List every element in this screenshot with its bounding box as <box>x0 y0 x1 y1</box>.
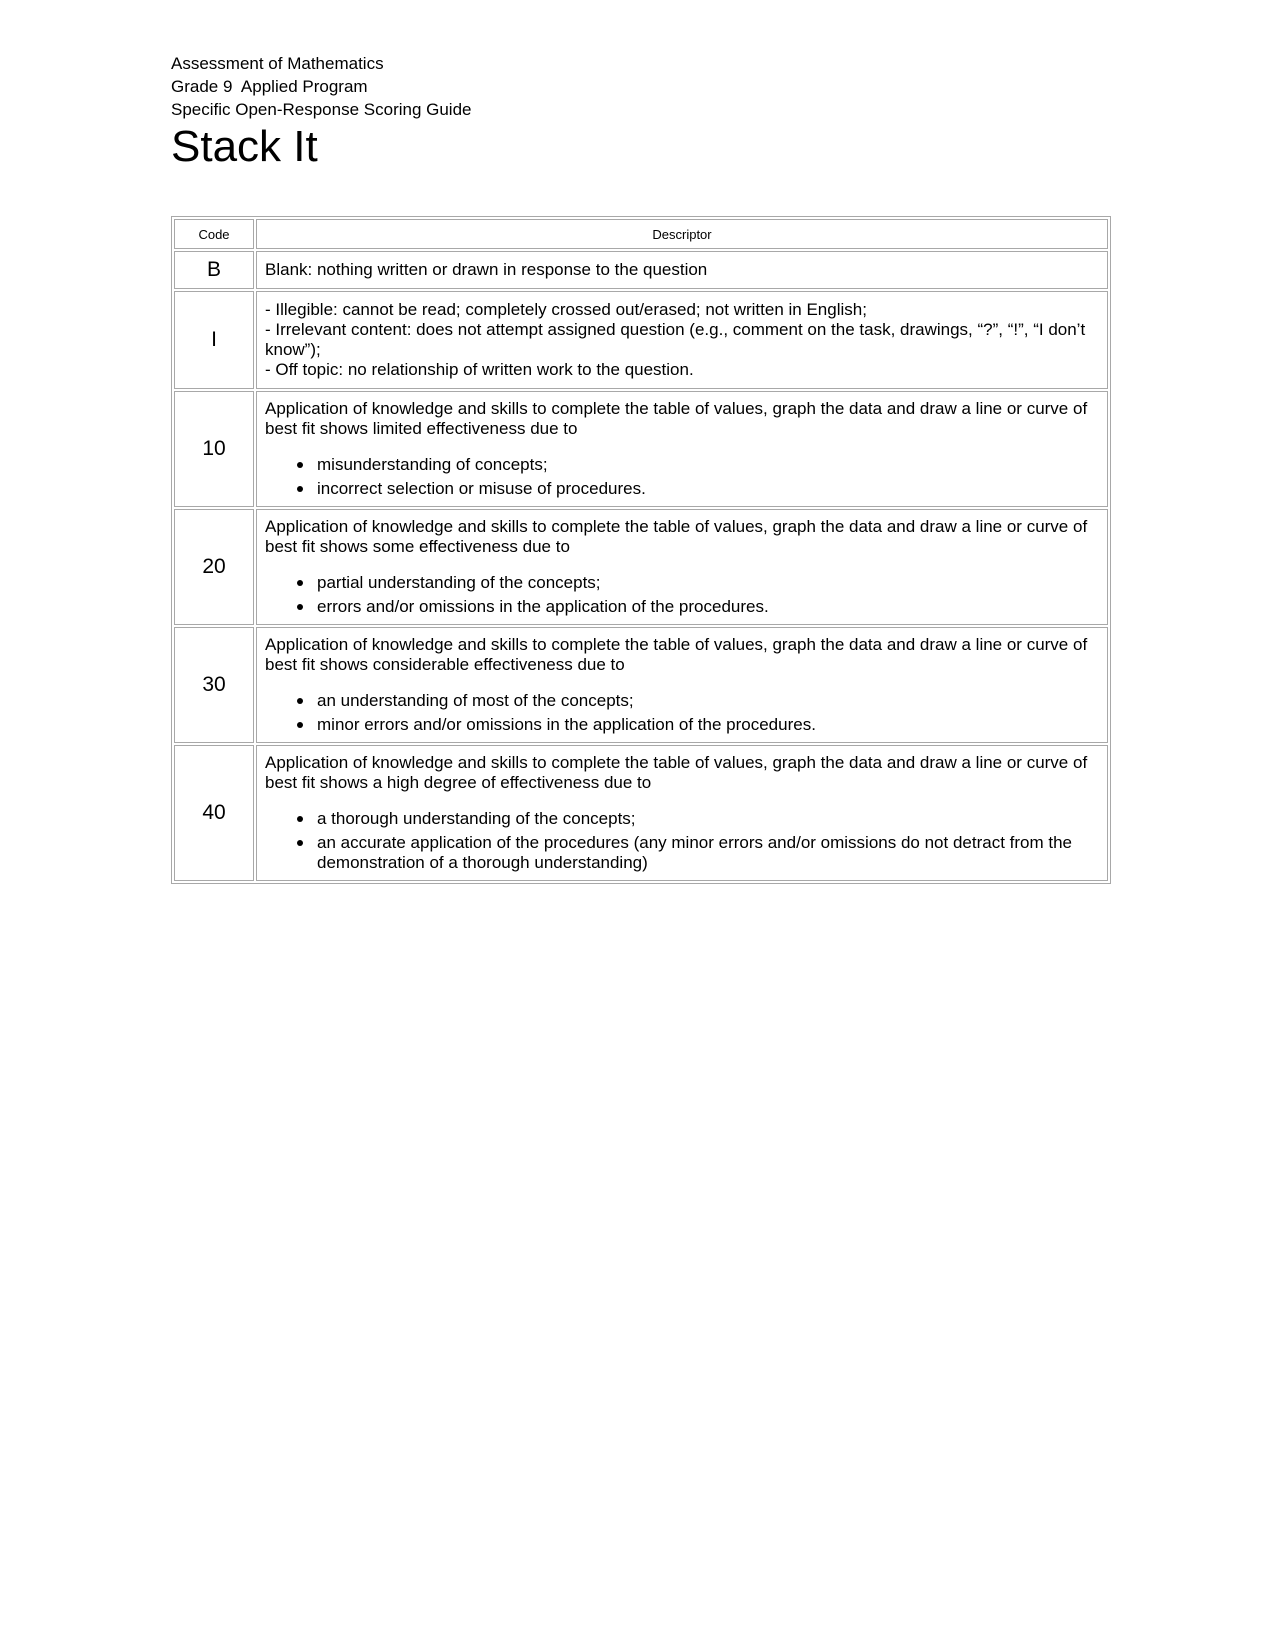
code-column-header: Code <box>174 219 254 249</box>
descriptor-cell <box>256 745 1108 881</box>
descriptor-illegible: - Illegible: cannot be read; completely crossed out/erased; not written in English; <box>265 300 867 319</box>
bullet-icon <box>297 816 303 822</box>
descriptor-irrelevant: - Irrelevant content: does not attempt assigned question (e.g., comment on the task, drawings, “?”, “!”, “I don’t know”); <box>265 320 1086 359</box>
descriptor-cell <box>256 627 1108 743</box>
rubric-row-i <box>174 291 1108 389</box>
bullet-text: misunderstanding of concepts; <box>317 455 548 474</box>
rubric-row-30 <box>174 627 1108 743</box>
grade-program: Grade 9 Applied Program <box>171 77 368 96</box>
bullet-icon <box>297 486 303 492</box>
code-cell: B <box>174 251 254 289</box>
descriptor-intro: Application of knowledge and skills to complete the table of values, graph the data and draw a line or curve of best fit shows limited effectiveness due to <box>265 399 1088 438</box>
descriptor-cell <box>256 391 1108 507</box>
list-item <box>317 479 1099 499</box>
bullet-text: an understanding of most of the concepts; <box>317 691 634 710</box>
rubric-row-40 <box>174 745 1108 881</box>
assessment-name: Assessment of Mathematics <box>171 54 384 73</box>
bullet-icon <box>297 698 303 704</box>
bullet-icon <box>297 722 303 728</box>
rubric-row-b <box>174 251 1108 289</box>
descriptor-off-topic: - Off topic: no relationship of written work to the question. <box>265 360 694 379</box>
descriptor-intro: Application of knowledge and skills to complete the table of values, graph the data and draw a line or curve of best fit shows considerable effectiveness due to <box>265 635 1088 674</box>
descriptor-bullets <box>265 691 1099 735</box>
descriptor-cell <box>256 251 1108 289</box>
descriptor-bullets <box>265 573 1099 617</box>
bullet-text: errors and/or omissions in the application of the procedures. <box>317 597 769 616</box>
descriptor-text: Blank: nothing written or drawn in response to the question <box>265 260 708 279</box>
bullet-text: an accurate application of the procedures (any minor errors and/or omissions do not detract from the demonstration of a thorough understanding) <box>317 833 1072 872</box>
code-cell: 30 <box>174 627 254 743</box>
page-header <box>171 52 971 173</box>
descriptor-cell <box>256 291 1108 389</box>
bullet-icon <box>297 604 303 610</box>
descriptor-bullets <box>265 809 1099 873</box>
code-cell: 10 <box>174 391 254 507</box>
bullet-icon <box>297 462 303 468</box>
list-item <box>317 809 1099 829</box>
bullet-icon <box>297 580 303 586</box>
code-cell: 40 <box>174 745 254 881</box>
code-cell: 20 <box>174 509 254 625</box>
rubric-row-10 <box>174 391 1108 507</box>
descriptor-column-header: Descriptor <box>256 219 1108 249</box>
descriptor-bullets <box>265 455 1099 499</box>
descriptor-intro: Application of knowledge and skills to complete the table of values, graph the data and draw a line or curve of best fit shows a high degree of effectiveness due to <box>265 753 1088 792</box>
list-item <box>317 715 1099 735</box>
bullet-text: incorrect selection or misuse of procedures. <box>317 479 646 498</box>
bullet-text: partial understanding of the concepts; <box>317 573 601 592</box>
code-cell: I <box>174 291 254 389</box>
bullet-text: minor errors and/or omissions in the application of the procedures. <box>317 715 816 734</box>
list-item <box>317 573 1099 593</box>
list-item <box>317 833 1099 873</box>
list-item <box>317 455 1099 475</box>
page-title: Stack It <box>171 122 318 171</box>
guide-type: Specific Open-Response Scoring Guide <box>171 100 472 119</box>
descriptor-cell <box>256 509 1108 625</box>
list-item <box>317 691 1099 711</box>
scoring-rubric-table <box>171 216 1111 884</box>
bullet-icon <box>297 840 303 846</box>
table-header-row <box>174 219 1108 249</box>
bullet-text: a thorough understanding of the concepts; <box>317 809 636 828</box>
list-item <box>317 597 1099 617</box>
descriptor-intro: Application of knowledge and skills to complete the table of values, graph the data and draw a line or curve of best fit shows some effectiveness due to <box>265 517 1088 556</box>
rubric-row-20 <box>174 509 1108 625</box>
